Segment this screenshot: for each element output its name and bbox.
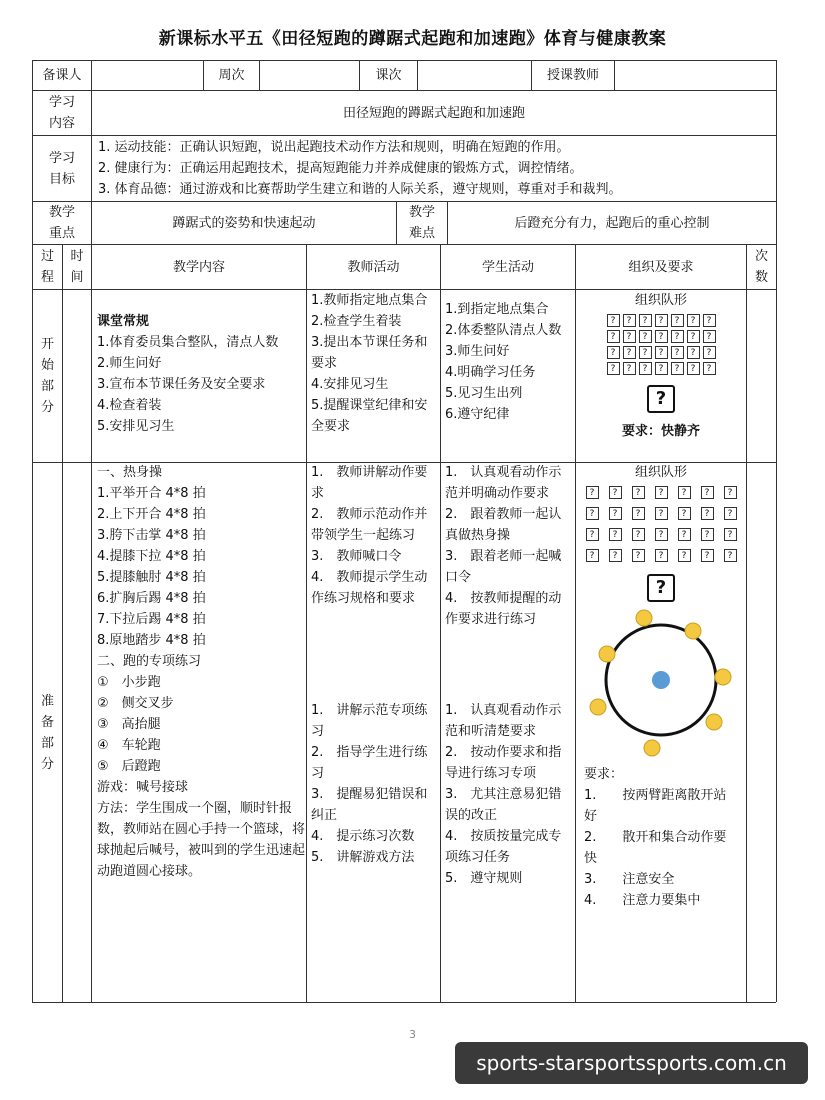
start-requirement: 要求：快静齐: [621, 424, 700, 439]
list-item: 1. 按两臂距离散开站好: [584, 788, 727, 824]
student-marker: ?: [724, 549, 737, 562]
student-marker: ?: [639, 346, 652, 359]
student-marker: ?: [623, 314, 636, 327]
start-content: [97, 311, 305, 437]
list-item: 3.师生问好: [445, 344, 510, 359]
col-process: 过 程: [40, 249, 54, 285]
list-item: 3.宣布本节课任务及安全要求: [97, 377, 266, 392]
student-marker: ?: [701, 528, 714, 541]
student-marker: ?: [632, 486, 645, 499]
list-item: 4. 教师提示学生动作练习规格和要求: [311, 570, 428, 606]
prep-requirements: [576, 785, 734, 911]
student-marker: ?: [678, 528, 691, 541]
start-section-label: 开 始 部 分: [40, 337, 54, 415]
list-item: 3.提出本节课任务和要求: [311, 335, 428, 371]
smiley-icon: [706, 714, 722, 730]
col-organization: 组织及要求: [628, 259, 694, 275]
content-value: 田径短跑的蹲踞式起跑和加速跑: [342, 105, 525, 121]
lesson-no-label: 课次: [375, 68, 402, 83]
key-value: 蹲踞式的姿势和快速起动: [172, 215, 316, 231]
list-item: 3. 尤其注意易犯错误的改正: [445, 787, 562, 823]
student-marker: ?: [701, 486, 714, 499]
list-item: 6.扩胸后踢 4*8 拍: [97, 591, 206, 606]
student-formation: [576, 314, 746, 375]
prep-section-label: 准 备 部 分: [40, 693, 54, 772]
formation-row: [576, 362, 746, 375]
student-marker: ?: [703, 330, 716, 343]
list-item: 3. 跟着老师一起喊口令: [445, 549, 562, 585]
prep-requirement-title: 要求：: [584, 767, 624, 782]
list-item: 1.到指定地点集合: [445, 302, 549, 317]
student-marker: ?: [609, 507, 622, 520]
preparer-label: 备课人: [42, 68, 82, 83]
student-marker: ?: [724, 528, 737, 541]
student-marker: ?: [703, 314, 716, 327]
formation-row: [576, 549, 746, 562]
list-item: ③ 高抬腿: [97, 717, 161, 732]
goals-label: 学习 目标: [48, 150, 75, 187]
student-formation: [576, 486, 746, 562]
basketball-icon: [652, 671, 670, 689]
list-item: 3. 提醒易犯错误和纠正: [311, 787, 428, 823]
student-marker: ?: [623, 330, 636, 343]
list-item: 2.体委整队清点人数: [445, 323, 562, 338]
list-item: 1. 讲解示范专项练习: [311, 703, 428, 739]
student-marker: ?: [639, 330, 652, 343]
student-marker: ?: [678, 507, 691, 520]
watermark-banner: sports-starsportssports.com.cn: [455, 1042, 808, 1084]
smiley-icon: [715, 669, 731, 685]
list-item: 6.遵守纪律: [445, 407, 510, 422]
student-marker: ?: [678, 486, 691, 499]
list-item: 一、热身操: [97, 465, 163, 480]
student-marker: ?: [607, 314, 620, 327]
student-marker: ?: [586, 507, 599, 520]
page-title: 新课标水平五《田径短跑的蹲踞式起跑和加速跑》体育与健康教案: [158, 29, 667, 49]
content-label: 学习 内容: [48, 95, 75, 131]
prep-teacher-warmup: [311, 462, 438, 609]
list-item: 1. 认真观看动作示范并明确动作要求: [445, 465, 562, 501]
student-marker: ?: [687, 314, 700, 327]
smiley-icon: [599, 646, 615, 662]
list-item: 2.师生问好: [97, 356, 162, 371]
student-marker: ?: [701, 549, 714, 562]
list-item: 5. 遵守规则: [445, 871, 523, 886]
student-marker: ?: [655, 486, 668, 499]
list-item: 游戏：喊号接球: [97, 780, 189, 795]
week-value[interactable]: [260, 61, 359, 90]
student-marker: ?: [671, 330, 684, 343]
list-item: 4.明确学习任务: [445, 365, 536, 380]
lesson-no-value[interactable]: [418, 61, 531, 90]
list-item: 4.检查着装: [97, 398, 162, 413]
col-student: 学生活动: [481, 259, 534, 275]
smiley-icon: [685, 623, 701, 639]
student-marker: ?: [655, 330, 668, 343]
list-item: 1. 教师讲解动作要求: [311, 465, 428, 501]
student-marker: ?: [671, 346, 684, 359]
list-item: 4. 按质按量完成专项练习任务: [445, 829, 562, 865]
list-item: 1.平举开合 4*8 拍: [97, 486, 206, 501]
list-item: 5.安排见习生: [97, 419, 175, 434]
key-label: 教学 重点: [48, 205, 75, 241]
student-marker: ?: [607, 362, 620, 375]
list-item: ④ 车轮跑: [97, 738, 161, 753]
list-item: 7.下拉后踢 4*8 拍: [97, 612, 206, 627]
student-marker: ?: [724, 486, 737, 499]
list-item: 4.提膝下拉 4*8 拍: [97, 549, 206, 564]
student-marker: ?: [724, 507, 737, 520]
list-item: 2. 散开和集合动作要快: [584, 830, 727, 866]
formation-title: 组织队形: [634, 293, 687, 308]
list-item: 2. 指导学生进行练习: [311, 745, 428, 781]
student-marker: ?: [671, 362, 684, 375]
week-label: 周次: [218, 68, 245, 83]
list-item: 5. 讲解游戏方法: [311, 850, 415, 865]
student-marker: ?: [687, 346, 700, 359]
goal-item: 2. 健康行为：正确运用起跑技术，提高短跑能力并养成健康的锻炼方式，调控情绪。: [98, 161, 583, 176]
start-student: [445, 299, 573, 425]
list-item: 4.安排见习生: [311, 377, 389, 392]
list-item: 2.上下开合 4*8 拍: [97, 507, 206, 522]
prep-content: [97, 462, 305, 882]
teacher-label: 授课教师: [546, 68, 599, 83]
student-marker: ?: [586, 549, 599, 562]
formation-row: [576, 314, 746, 327]
student-marker: ?: [607, 330, 620, 343]
smiley-icon: [644, 740, 660, 756]
list-item: 1.体育委员集合整队，清点人数: [97, 335, 279, 350]
list-item: 2. 按动作要求和指导进行练习专项: [445, 745, 562, 781]
list-item: 5.见习生出列: [445, 386, 523, 401]
smiley-icon: [590, 699, 606, 715]
student-marker: ?: [687, 362, 700, 375]
smiley-icon: [636, 610, 652, 626]
list-item: ⑤ 后蹬跑: [97, 759, 161, 774]
student-marker: ?: [586, 486, 599, 499]
list-item: 4. 注意力要集中: [584, 893, 701, 908]
student-marker: ?: [639, 362, 652, 375]
list-item: 4. 按教师提醒的动作要求进行练习: [445, 591, 562, 627]
list-item: 4. 提示练习次数: [311, 829, 415, 844]
list-item: 5.提醒课堂纪律和安全要求: [311, 398, 428, 434]
prep-teacher-drills: [311, 700, 438, 868]
list-item: 3.胯下击掌 4*8 拍: [97, 528, 206, 543]
list-item: 3. 注意安全: [584, 872, 675, 887]
formation-row: [576, 507, 746, 520]
prep-student-drills: [445, 700, 573, 889]
formation-row: [576, 330, 746, 343]
col-teacher: 教师活动: [347, 259, 400, 275]
student-marker: ?: [586, 528, 599, 541]
goals-list: [98, 136, 774, 201]
student-marker: ?: [632, 507, 645, 520]
formation-title: 组织队形: [634, 465, 687, 480]
student-marker: ?: [703, 362, 716, 375]
student-marker: ?: [678, 549, 691, 562]
prep-student-warmup: [445, 462, 573, 630]
list-item: 2. 教师示范动作并带领学生一起练习: [311, 507, 428, 543]
list-item: 8.原地踏步 4*8 拍: [97, 633, 206, 648]
preparer-value[interactable]: [92, 61, 203, 90]
formation-row: [576, 346, 746, 359]
list-item: 3. 教师喊口令: [311, 549, 402, 564]
student-marker: ?: [623, 362, 636, 375]
list-item: 5.提膝触肘 4*8 拍: [97, 570, 206, 585]
goal-item: 1. 运动技能：正确认识短跑，说出起跑技术动作方法和规则，明确在短跑的作用。: [98, 140, 570, 155]
student-marker: ?: [632, 528, 645, 541]
start-teacher: [311, 290, 438, 437]
student-marker: ?: [687, 330, 700, 343]
list-item: 1.教师指定地点集合: [311, 293, 428, 308]
circle-game-diagram: [576, 604, 746, 764]
student-marker: ?: [655, 528, 668, 541]
start-organization: [576, 290, 746, 462]
formation-row: [576, 486, 746, 499]
col-times: 次 数: [754, 249, 768, 285]
col-time: 时 间: [70, 249, 84, 285]
student-marker: ?: [623, 346, 636, 359]
student-marker: ?: [655, 346, 668, 359]
student-marker: ?: [655, 507, 668, 520]
student-marker: ?: [703, 346, 716, 359]
student-marker: ?: [609, 486, 622, 499]
difficulty-value: 后蹬充分有力，起跑后的重心控制: [514, 215, 710, 231]
page-number: 3: [409, 1028, 416, 1041]
teacher-marker: ?: [647, 385, 675, 413]
goal-item: 3. 体育品德：通过游戏和比赛帮助学生建立和谐的人际关系，遵守规则，尊重对手和裁判。: [98, 182, 622, 197]
list-item: ① 小步跑: [97, 675, 161, 690]
list-item: 1. 认真观看动作示范和听清楚要求: [445, 703, 562, 739]
teacher-value[interactable]: [615, 61, 776, 90]
prep-organization: [576, 462, 746, 1002]
student-marker: ?: [639, 314, 652, 327]
formation-row: [576, 528, 746, 541]
student-marker: ?: [655, 549, 668, 562]
student-marker: ?: [655, 314, 668, 327]
student-marker: ?: [632, 549, 645, 562]
teacher-marker: ?: [647, 574, 675, 602]
start-content-title: 课堂常规: [97, 314, 150, 329]
col-content: 教学内容: [172, 259, 225, 275]
student-marker: ?: [609, 528, 622, 541]
student-marker: ?: [701, 507, 714, 520]
student-marker: ?: [607, 346, 620, 359]
list-item: 二、跑的专项练习: [97, 654, 202, 669]
game-method: 方法：学生围成一个圈，顺时针报数，教师站在圆心手持一个篮球，将球抛起后喊号，被叫到的学生迅速起动跑道圆心接球。: [97, 801, 306, 879]
list-item: ② 侧交叉步: [97, 696, 174, 711]
difficulty-label: 教学 难点: [408, 205, 435, 241]
student-marker: ?: [671, 314, 684, 327]
list-item: 2. 跟着教师一起认真做热身操: [445, 507, 562, 543]
student-marker: ?: [609, 549, 622, 562]
student-marker: ?: [655, 362, 668, 375]
list-item: 2.检查学生着装: [311, 314, 402, 329]
